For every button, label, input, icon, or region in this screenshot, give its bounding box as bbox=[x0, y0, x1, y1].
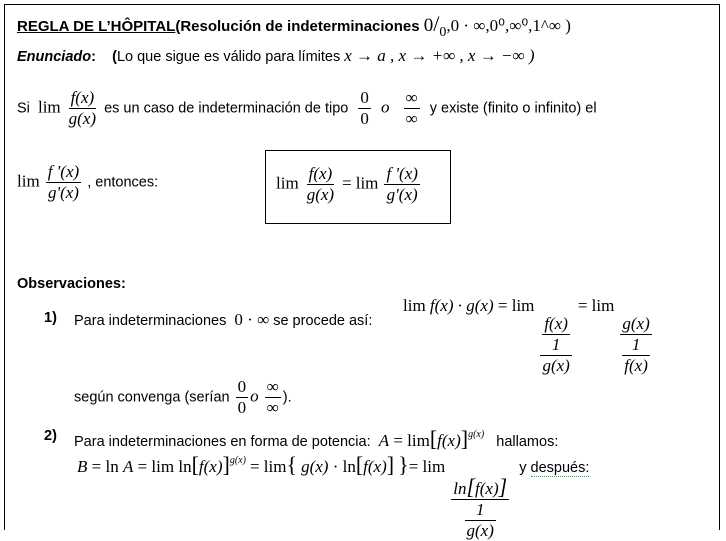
document-title: REGLA DE L’HÔPITAL(Resolución de indeterminaciones 0/0,0 · ∞,0⁰,∞⁰,1^∞ ) bbox=[17, 11, 571, 40]
statement-line-1: Si lim $\frac{f(x)}{g(x)}$ es un caso de indeterminación de tipo $\frac{0}{0}$ o $\frac{\infty}{\infty}$ y existe (finito o infinito) el bbox=[17, 88, 597, 128]
item-2-number: 2) bbox=[44, 428, 57, 444]
item-2-text: Para indeterminaciones en forma de potencia: $A = \lim[f(x)]^{g(x)}$ hallamos: bbox=[74, 426, 559, 451]
enunciado-line: Enunciado: (Lo que sigue es válido para límites x → a , x → +∞ , x → −∞ ) bbox=[17, 46, 535, 65]
item-1-tail: según convenga (serían $\frac{0}{0}$ o $\frac{\infty}{\infty}$ ). bbox=[74, 377, 292, 417]
item-1-formula: lim f(x) · g(x) = lim f(x) 1 g(x) = lim g(x) 1 f(x) bbox=[403, 296, 650, 375]
item-1-number: 1) bbox=[44, 310, 57, 326]
statement-line-2: lim $\frac{f '(x)}{g'(x)}$ , entonces: bbox=[17, 162, 159, 202]
observaciones-heading: Observaciones: bbox=[17, 276, 126, 292]
item-1-text: Para indeterminaciones 0 · ∞ se procede así: bbox=[74, 310, 373, 329]
item-2-formula: $B = \ln A = \lim \ln[f(x)]^{g(x)} = \lim${ g(x) · ln[f(x)] }= lim ln[f(x)] 1 g(x) y después: bbox=[77, 452, 590, 540]
lhopital-rule-box: lim $\frac{f(x)}{g(x)}$ = lim $\frac{f '(x)}{g'(x)}$ bbox=[265, 150, 451, 224]
